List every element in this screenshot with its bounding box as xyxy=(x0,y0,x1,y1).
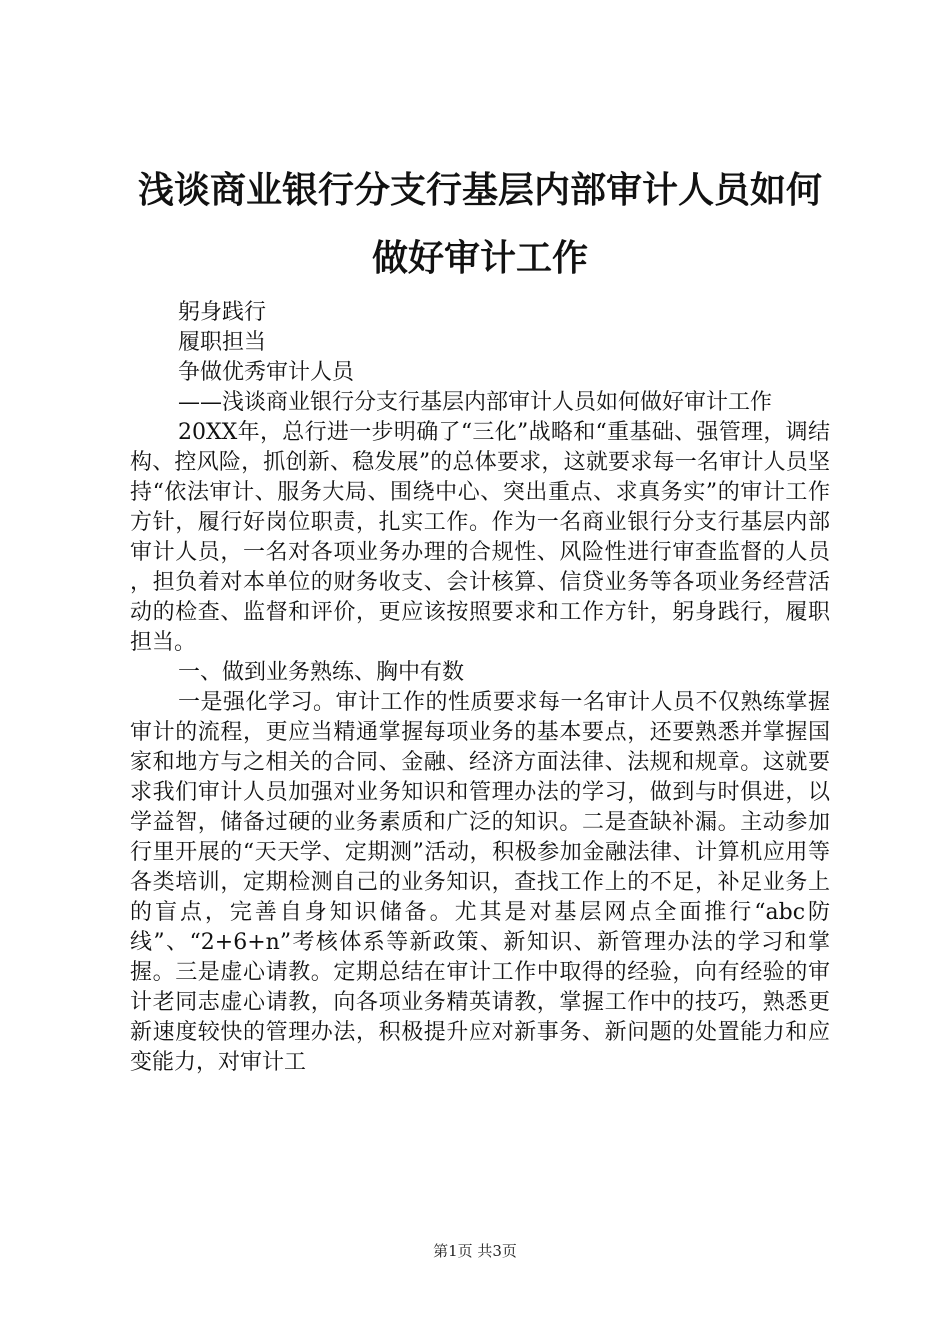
slogan-line-3: 争做优秀审计人员 xyxy=(178,360,355,385)
slogan-line-1: 躬身践行 xyxy=(178,300,267,325)
section-1-paragraph: 一是强化学习。审计工作的性质要求每一名审计人员不仅熟练掌握审计的流程，更应当精通掌握每项业务的基本要点，还要熟悉并掌握国家和地方与之相关的合同、金融、经济方面法律、法规和规章。这就要求我们审计人员加强对业务知识和管理办法的学习，做到与时俱进，以学益智，储备过硬的业务素质和广泛的知识。二是查缺补漏。主动参加行里开展的“天天学、定期测”活动，积极参加金融法律、计算机应用等各类培训，定期检测自己的业务知识，查找工作上的不足，补足业务上的盲点，完善自身知识储备。尤其是对基层网点全面推行“abc防线”、“2+6+n”考核体系等新政策、新知识、新管理办法的学习和掌握。三是虚心请教。定期总结在审计工作中取得的经验，向有经验的审计老同志虚心请教，向各项业务精英请教，掌握工作中的技巧，熟悉更新速度较快的管理办法，积极提升应对新事务、新问题的处置能力和应变能力，对审计工 xyxy=(130,690,830,1075)
slogan-line-2: 履职担当 xyxy=(178,330,267,355)
document-page xyxy=(130,0,830,1344)
document-body xyxy=(130,298,830,1078)
subtitle-line: ——浅谈商业银行分支行基层内部审计人员如何做好审计工作 xyxy=(178,390,773,415)
document-title: 浅谈商业银行分支行基层内部审计人员如何做好审计工作 xyxy=(137,169,822,279)
intro-paragraph: 20XX年，总行进一步明确了“三化”战略和“重基础、强管理，调结构、控风险，抓创新、稳发展”的总体要求，这就要求每一名审计人员坚持“依法审计、服务大局、围绕中心、突出重点、求真务实”的审计工作方针，履行好岗位职责，扎实工作。作为一名商业银行分支行基层内部审计人员，一名对各项业务办理的合规性、风险性进行审查监督的人员 ，担负着对本单位的财务收支、会计核算、信贷业务等各项业务经营活动的检查、监督和评价，更应该按照要求和工作方针，躬身践行，履职担当。 xyxy=(130,420,830,655)
page-number-footer: 第1页 共3页 xyxy=(433,1242,517,1260)
section-heading-1: 一、做到业务熟练、胸中有数 xyxy=(178,660,465,685)
